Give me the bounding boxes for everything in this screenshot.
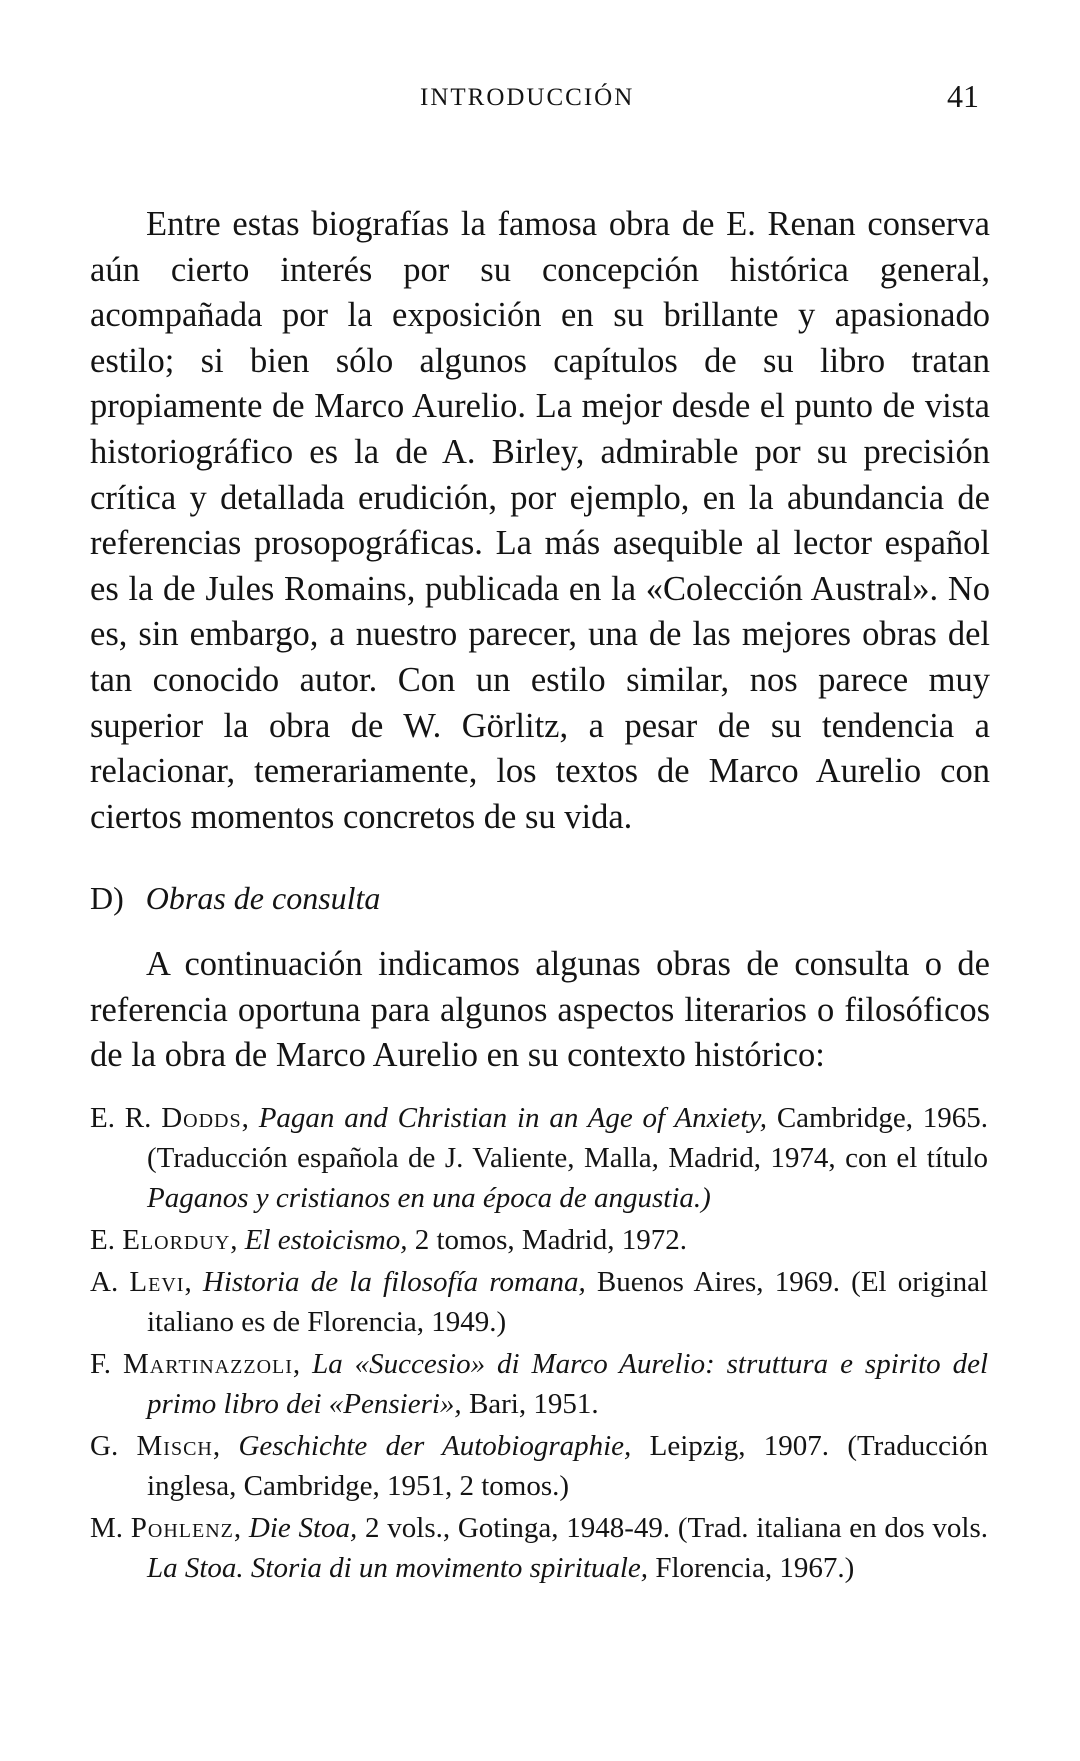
reference-entry: E. Elorduy, El estoicismo, 2 tomos, Madrid, 1972. — [90, 1224, 687, 1256]
reference-initials: E. R. — [90, 1102, 152, 1134]
reference-author: Pohlenz — [130, 1512, 234, 1544]
reference-author: Dodds — [161, 1102, 242, 1134]
reference-author: Misch — [136, 1430, 213, 1462]
reference-author: Elorduy — [122, 1224, 231, 1256]
reference-author: Levi — [129, 1266, 185, 1298]
reference-details: Bari, 1951. — [468, 1388, 599, 1420]
reference-details: Leipzig, 1907. (Traducción inglesa, Cambridge, 1951, 2 tomos.) — [147, 1430, 988, 1502]
reference-entry: F. Martinazzoli, La «Succesio» di Marco Aurelio: struttura e spirito del primo libro dei «Pensieri», Bari, 1951. — [90, 1348, 989, 1420]
reference-details: Cambridge, 1965. (Traducción española de J. Valiente, Malla, Madrid, 1974, con el título — [147, 1102, 989, 1174]
reference-initials: A. — [90, 1266, 119, 1298]
reference-details: 2 vols., Gotinga, 1948-49. (Trad. italiana en dos vols. — [365, 1512, 989, 1544]
reference-intro-block — [90, 942, 990, 1079]
reference-translation-title: Paganos y cristianos en una época de angustia.) — [147, 1182, 711, 1214]
page-number: 41 — [947, 78, 979, 114]
reference-title: El estoicismo, — [244, 1224, 408, 1256]
biographies-paragraph-block — [90, 202, 990, 840]
reference-translation-title: La Stoa. Storia di un movimento spirituale, — [147, 1552, 649, 1584]
reference-title: Pagan and Christian in an Age of Anxiety, — [258, 1102, 768, 1134]
reference-details: Buenos Aires, 1969. (El original italiano es de Florencia, 1949.) — [147, 1266, 988, 1338]
reference-entry: M. Pohlenz, Die Stoa, 2 vols., Gotinga, 1948-49. (Trad. italiana en dos vols. La Stoa. Storia di un movimento spirituale, Florencia, 1967.) — [90, 1512, 989, 1584]
reference-title: Geschichte der Autobiographie, — [238, 1430, 632, 1462]
reference-title: La «Succesio» di Marco Aurelio: struttura e spirito del primo libro dei «Pensieri», — [147, 1348, 989, 1420]
reference-initials: F. — [90, 1348, 112, 1380]
reference-title: Historia de la filosofía romana, — [202, 1266, 586, 1298]
biographies-paragraph: Entre estas biografías la famosa obra de E. Renan conserva aún cierto interés por su concepción histórica general, acompañada por la exposición en su brillante y apasionado estilo; si bien sólo algunos capítulos de su libro tratan propiamente de Marco Aurelio. La mejor desde el punto de vista historiográfico es la de A. Birley, admirable por su precisión crítica y detallada erudición, por ejemplo, en la abundancia de referencias prosopográficas. La más asequible al lector español es la de Jules Romains, publicada en la «Colección Austral». No es, sin embargo, a nuestro parecer, una de las mejores obras del tan conocido autor. Con un estilo similar, nos parece muy superior la obra de W. Görlitz, a pesar de su tendencia a relacionar, temerariamente, los textos de Marco Aurelio con ciertos momentos concretos de su vida. — [90, 205, 990, 836]
reference-details-end: Florencia, 1967.) — [655, 1552, 855, 1584]
section-title: Obras de consulta — [145, 880, 381, 916]
section-heading — [90, 880, 380, 917]
reference-list — [90, 1098, 988, 1590]
reference-details: 2 tomos, Madrid, 1972. — [414, 1224, 687, 1256]
reference-initials: G. — [90, 1430, 119, 1462]
reference-initials: M. — [90, 1512, 124, 1544]
reference-entry: A. Levi, Historia de la filosofía romana, Buenos Aires, 1969. (El original italiano es de Florencia, 1949.) — [90, 1266, 988, 1338]
running-head — [0, 78, 1080, 122]
reference-author: Martinazzoli — [123, 1348, 293, 1380]
reference-initials: E. — [90, 1224, 115, 1256]
reference-intro-paragraph: A continuación indicamos algunas obras de consulta o de referencia oportuna para algunos aspectos literarios o filosóficos de la obra de Marco Aurelio en su contexto histórico: — [90, 945, 990, 1075]
running-title: INTRODUCCIÓN — [420, 84, 635, 111]
section-letter: D) — [90, 880, 124, 916]
reference-title: Die Stoa, — [248, 1512, 358, 1544]
reference-entry: G. Misch, Geschichte der Autobiographie, Leipzig, 1907. (Traducción inglesa, Cambridge, 1951, 2 tomos.) — [90, 1430, 988, 1502]
reference-entry: E. R. Dodds, Pagan and Christian in an Age of Anxiety, Cambridge, 1965. (Traducción española de J. Valiente, Malla, Madrid, 1974, con el título Paganos y cristianos en una época de angustia.) — [90, 1102, 989, 1214]
